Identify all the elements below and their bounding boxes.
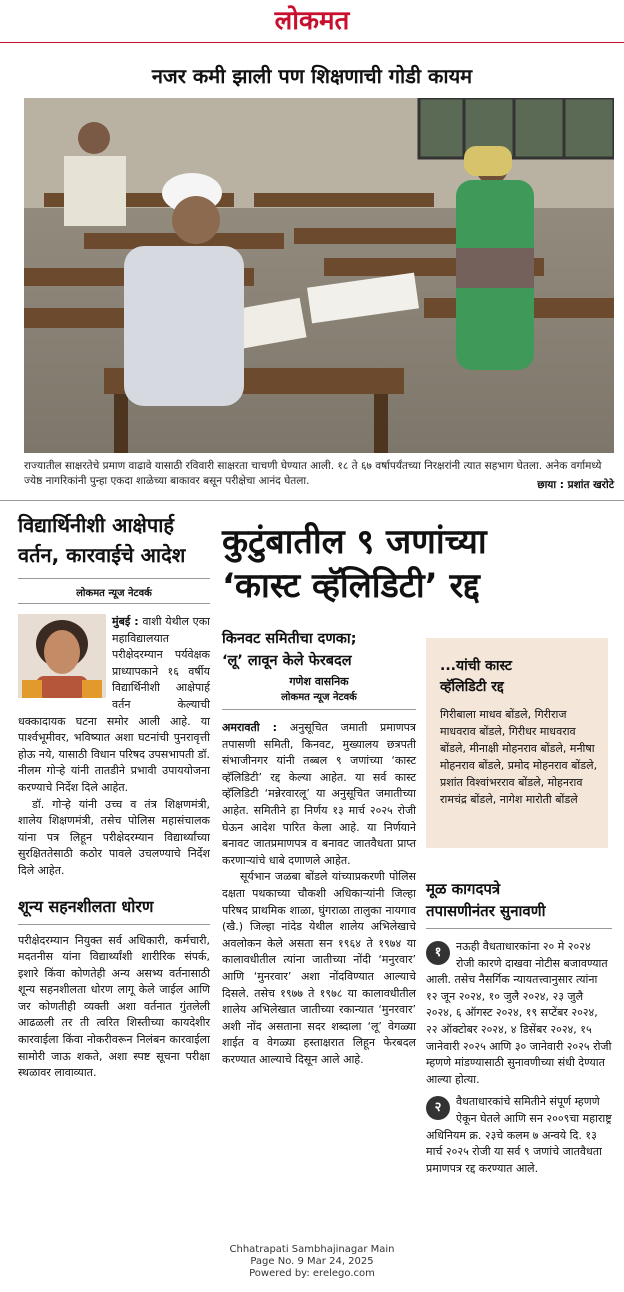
author-portrait <box>18 614 106 698</box>
hearing-subhead-line-2: तपासणीनंतर सुनावणी <box>426 902 546 920</box>
main-subhead-line-1: किनवट समितीचा दणका; <box>222 631 357 647</box>
main-story-byline: लोकमत न्यूज नेटवर्क <box>281 692 357 703</box>
main-story-subhead <box>222 628 416 672</box>
footer-powered: Powered by: erelego.com <box>249 1268 375 1279</box>
left-story <box>18 510 210 1082</box>
hearing-subhead-line-1: मूळ कागदपत्रे <box>426 880 501 898</box>
footer-page: Page No. 9 Mar 24, 2025 <box>250 1256 374 1267</box>
left-story-dateline: मुंबई : <box>112 615 139 628</box>
hearing-item-2-text: वैधताधारकांचे समितीने संपूर्ण म्हणणे ऐकून घेतले आणि सन २००९चा महाराष्ट्र अधिनियम क्र. २३चे कलम ७ अन्वये दि. १३ मार्च २०२५ रोजी या सर्व ९ जणांचे जातवैधता प्रमाणपत्र रद्द करण्यात आले. <box>426 1095 612 1175</box>
left-story-subhead: शून्य सहनशीलता धोरण <box>18 896 154 916</box>
hearing-item-2 <box>426 1094 612 1177</box>
left-story-para-2: डॉ. गोऱ्हे यांनी उच्च व तंत्र शिक्षणमंत्री, शालेय शिक्षणमंत्री, तसेच पोलिस महासंचालक यांना पत्र लिहून परीक्षेदरम्यान विद्यार्थ्यांच्या सुरक्षिततेसाठी कठोर पावले उचलण्याचे निर्देश दिले आहेत. <box>18 797 210 877</box>
page-footer <box>0 1244 624 1280</box>
masthead <box>0 0 624 46</box>
hearing-item-1 <box>426 939 612 1088</box>
masthead-rule <box>0 42 624 43</box>
main-story-para-1: अनुसूचित जमाती प्रमाणपत्र तपासणी समिती, किनवट, मुख्यालय छत्रपती संभाजीनगर यांनी तब्बल ९ जणांच्या ‘कास्ट व्हॅलिडिटी’ रद्द केल्या आहेत. या सर्व कास्ट व्हॅलिडिटी ‘मन्नेरवारलू’ या अनुसूचित जमातीच्या आहेत. समितीने हा निर्णय १३ मार्च २०२५ रोजी घेऊन आदेश पारित केला आहे. या निर्णयाने बनावट जातप्रमाणपत्र व बनावट जातवैधता प्राप्त करणाऱ्यांचे धाबे दणाणले आहेत. <box>222 721 416 867</box>
portrait-illustration <box>18 614 106 698</box>
cancelled-list-title-line-1: ...यांची कास्ट <box>440 658 512 674</box>
cancelled-list-content <box>426 638 608 808</box>
left-story-body <box>18 614 210 880</box>
photo-credit: छाया : प्रशांत खरोटे <box>537 479 614 491</box>
main-story <box>222 628 416 1068</box>
hearing-story-rule <box>426 928 612 929</box>
photo-caption: राज्यातील साक्षरतेचे प्रमाण वाढावे यासाठी रविवारी साक्षरता चाचणी घेण्यात आली. १८ ते ६७ वर्षापर्यंतच्या निरक्षरांनी त्यात सहभाग घेतला. अनेक वर्गामध्ये ज्येष्ठ नागरिकांनी पुन्हा एकदा शाळेच्या बाकावर बसून परीक्षेचा आनंद घेतला. <box>24 460 602 487</box>
photo-story-headline: नजर कमी झाली पण शिक्षणाची गोडी कायम <box>151 64 473 88</box>
left-story-para-3: परीक्षेदरम्यान नियुक्त सर्व अधिकारी, कर्मचारी, मदतनीस यांना विद्यार्थ्यांशी शारीरिक संपर्क, इशारे किंवा कोणतेही अन्य असभ्य वर्तनासाठी शून्य सहनशीलता धोरण लागू केले जाईल आणि जर कोणतीही व्यक्ती अशा वर्तनात गुंतलेली आढळली तर ती त्वरित शिस्तीच्या कायदेशीर कारवाईला किंवा नोकरीवरून निलंबन कारवाईला सामोरी जाऊ शकते, अशा स्पष्ट सूचना परीक्षा स्थळावर लावाव्यात. <box>18 933 210 1080</box>
lokmat-logo: लोकमत <box>274 6 350 36</box>
cancelled-list-box <box>426 638 608 848</box>
cancelled-list-title <box>440 656 600 698</box>
main-story-body <box>222 720 416 1068</box>
hearing-story <box>426 878 612 1177</box>
classroom-photo <box>24 98 614 453</box>
left-story-rule-2 <box>18 603 210 604</box>
main-story-dateline: अमरावती : <box>222 721 278 734</box>
left-story-byline: लोकमत न्यूज नेटवर्क <box>76 588 152 599</box>
footer-edition: Chhatrapati Sambhajinagar Main <box>229 1244 395 1255</box>
hearing-item-1-text: नऊही वैधताधारकांना २० मे २०२४ रोजी कारणे दाखवा नोटीस बजावण्यात आली. तसेच नैसर्गिक न्यायतत्त्वानुसार त्यांना १२ जून २०२४, १० जुलै २०२४, २३ जुलै २०२४, ६ ऑगस्ट २०२४, १९ सप्टेंबर २०२४, २२ ऑक्टोबर २०२४, ४ डिसेंबर २०२४, १५ जानेवारी २०२५ आणि ३० जानेवारी २०२५ रोजी म्हणणे मांडण्यासाठी सुनावणीच्या संधी देण्यात आल्या होत्या. <box>426 940 612 1086</box>
cancelled-list-names: गिरीबाला माधव बोंडले, गिरीराज माधवराव बोंडले, गिरीधर माधवराव बोंडले, मीनाक्षी मोहनराव बोंडले, मनीषा मोहनराव बोंडले, प्रमोद मोहनराव बोंडले, प्रशांत विश्वांभरराव बोंडले, मोहनराव रामचंद्र बोंडले, नागेश मारोती बोंडले <box>440 708 598 806</box>
hearing-item-1-number: १ <box>426 941 450 965</box>
main-headline-line-2: ‘कास्ट व्हॅलिडिटी’ रद्द <box>222 566 480 606</box>
main-story-headline <box>222 520 622 608</box>
main-story-para-2: सूर्यभान जळबा बोंडले यांच्याप्रकरणी पोलिस दक्षता पथकाच्या चौकशी अधिकाऱ्यांनी जिल्हा परिषद प्राथमिक शाळा, घुंगराळा तालुका नायगाव (खै.) जिल्हा नांदेड येथील शालेय अभिलेखाचे अवलोकन केले असता सन १९६४ ते १९७४ या कालावधीतील त्यांना जातीच्या नोंदी ‘मनुरवार’ आणि ‘मुनरवार’ अशा नोंदविण्यात आल्याचे दिसले. तसेच १९७७ ते १९७८ या कालावधीतील शालेय अभिलेखात जातीच्या रकान्यात ‘मुनरवार’ अशी नोंद असताना सदर शब्दाला ‘लू’ वेगळ्या शाईत व वेगळ्या हस्ताक्षरात लिहून फेरबदल करण्यात आल्याचे दिसून आले आहे. <box>222 870 416 1066</box>
classroom-photo-illustration <box>24 98 614 453</box>
main-headline-line-1: कुटुंबातील ९ जणांच्या <box>222 522 487 562</box>
left-story-rule-3 <box>18 924 210 925</box>
left-story-headline: विद्यार्थिनीशी आक्षेपार्ह वर्तन, कारवाईचे आदेश <box>18 513 186 567</box>
main-story-author: गणेश वासनिक <box>289 675 349 688</box>
left-story-para-1: वाशी येथील एका महाविद्यालयात परीक्षेदरम्यान पर्यवेक्षक प्राध्यापकाने १६ वर्षीय विद्यार्थिनीशी आक्षेपार्ह वर्तन केल्याची धक्कादायक घटना समोर आली आहे. या पार्श्वभूमीवर, भविष्यात अशा घटनांची पुनरावृत्ती होऊ नये, यासाठी विधान परिषद उपसभापती डॉ. नीलम गोऱ्हे यांनी तातडीने प्रभावी उपाययोजना करण्याचे निर्देश दिले आहेत. <box>18 615 210 794</box>
hearing-story-subhead <box>426 878 612 922</box>
cancelled-list-title-line-2: व्हॅलिडिटी रद्द <box>440 679 504 695</box>
hearing-item-2-number: २ <box>426 1096 450 1120</box>
main-subhead-line-2: ‘लू’ लावून केले फेरबदल <box>222 653 352 669</box>
section-divider <box>0 500 624 501</box>
main-story-rule <box>222 709 416 710</box>
